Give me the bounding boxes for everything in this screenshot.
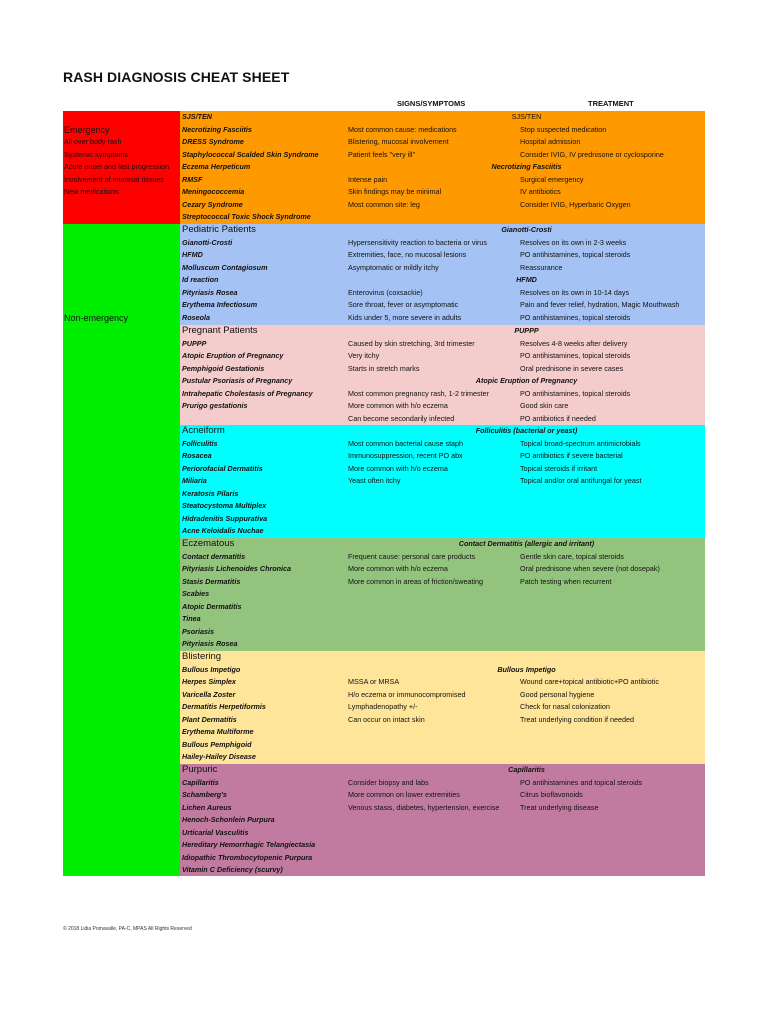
page-title: RASH DIAGNOSIS CHEAT SHEET (63, 69, 290, 85)
disease-name: Miliaria (182, 476, 207, 485)
treatment-text: Stop suspected medication (520, 124, 607, 134)
disease-name: Lichen Aureus (182, 802, 232, 812)
treatment-text: PO antihistamines, topical steroids (520, 250, 631, 259)
disease-name: Tinea (182, 614, 201, 623)
treatment-text: Good skin care (520, 401, 569, 410)
disease-name: Scabies (182, 589, 210, 598)
treatment-text: Surgical emergency (520, 174, 584, 184)
sign-text: Can become secondarily infected (348, 413, 455, 423)
disease-name: Hailey-Hailey Disease (182, 752, 256, 761)
section-header: Pediatric Patients (182, 224, 256, 235)
treatment-text: Consider IVIG, IV prednisone or cyclosporine (520, 149, 664, 159)
disease-name: Pityriasis Lichenoides Chronica (182, 564, 292, 573)
emergency-criterion: Acute onset and fast progression (64, 162, 170, 171)
section-header: Acneiform (182, 425, 225, 436)
emergency-label: Emergency (64, 125, 110, 135)
disease-name: Rosacea (182, 451, 212, 460)
treatment-text: Resolves on its own in 2-3 weeks (520, 237, 627, 247)
disease-name: Varicella Zoster (182, 689, 236, 699)
treatment-text: Patch testing when recurrent (520, 576, 612, 586)
section-header: Pregnant Patients (182, 325, 258, 336)
section-emergency (180, 111, 705, 224)
treatment-text: Hospital admission (520, 137, 581, 146)
disease-name: Stasis Dermatitis (182, 576, 241, 586)
sign-text: More common with h/o eczema (348, 401, 448, 410)
emergency-criterion: New medications (64, 187, 119, 196)
disease-name: Steatocystoma Multiplex (182, 501, 267, 510)
sign-text: Most common bacterial cause staph (348, 438, 464, 448)
treatment-column-header: TREATMENT (588, 99, 634, 108)
sign-text: Venous stasis, diabetes, hypertension, exercise (348, 802, 500, 812)
treatment-text: Oral prednisone in severe cases (520, 363, 624, 373)
sign-text: More common on lower extremities (348, 790, 460, 799)
treatment-text: PO antihistamines, topical steroids (520, 312, 631, 322)
subheading-folliculitis: Folliculitis (bacterial or yeast) (475, 426, 578, 435)
sign-text: Hypersensitivity reaction to bacteria or virus (348, 237, 488, 247)
sign-text: Enterovirus (coxsackie) (348, 287, 423, 297)
treatment-text: Check for nasal colonization (520, 702, 610, 711)
disease-name: Psoriasis (182, 626, 214, 636)
treatment-text: Citrus bioflavonoids (520, 790, 583, 799)
treatment-text: Consider IVIG, Hyperbaric Oxygen (520, 199, 631, 209)
subheading-atopic-eruption: Atopic Eruption of Pregnancy (475, 376, 578, 385)
sign-text: More common with h/o eczema (348, 564, 448, 573)
section-header: Blistering (182, 651, 222, 662)
treatment-text: PO antihistamines and topical steroids (520, 777, 643, 787)
disease-name: Idiopathic Thrombocytopenic Purpura (182, 852, 313, 862)
subheading-capillaritis: Capillaritis (508, 765, 545, 774)
sign-text: Asymptomatic or mildly itchy (348, 262, 439, 272)
subheading-hfmd: HFMD (516, 275, 537, 284)
subheading-necrotizing-fasciitis: Necrotizing Fasciitis (491, 162, 562, 171)
subheading-gianotti-crosti: Gianotti-Crosti (501, 225, 552, 234)
disease-name: Erythema Infectiosum (182, 300, 258, 309)
section-header: Purpuric (182, 764, 218, 775)
treatment-text: Topical broad-spectrum antimicrobials (520, 438, 641, 448)
disease-name: Keratosis Pilaris (182, 488, 239, 498)
treatment-text: Gentle skin care, topical steroids (520, 551, 624, 561)
disease-name: Staphylococcal Scalded Skin Syndrome (182, 149, 319, 159)
section-pediatric (180, 224, 705, 325)
section-blistering (180, 651, 705, 764)
subheading-puppp: PUPPP (514, 326, 539, 335)
sign-text: Sore throat, fever or asymptomatic (348, 300, 459, 309)
treatment-text: Resolves on its own in 10-14 days (520, 287, 630, 297)
rash-table (63, 111, 705, 876)
sign-text: Lymphadenopathy +/- (348, 702, 418, 711)
emergency-criterion: Involvement of mucosal tissues (64, 175, 164, 184)
disease-name: DRESS Syndrome (182, 137, 244, 146)
sign-text: Intense pain (348, 174, 388, 184)
disease-name: Cezary Syndrome (182, 199, 243, 209)
disease-name: Atopic Dermatitis (182, 601, 242, 611)
disease-name: Periorofacial Dermatitis (182, 463, 263, 473)
treatment-text: Treat underlying condition if needed (520, 714, 635, 724)
nonemergency-label: Non-emergency (64, 313, 129, 323)
sign-text: Starts in stretch marks (348, 363, 420, 373)
disease-name: Molluscum Contagiosum (182, 262, 268, 272)
treatment-text: Oral prednisone when severe (not dosepak) (520, 564, 660, 573)
sign-text: H/o eczema or immunocompromised (348, 689, 466, 699)
treatment-text: PO antibiotics if severe bacterial (520, 451, 623, 460)
sign-text: Kids under 5, more severe in adults (348, 312, 462, 322)
disease-name: RMSF (182, 174, 203, 184)
disease-name: Roseola (182, 312, 210, 322)
disease-name: Contact dermatitis (182, 551, 246, 561)
disease-name: SJS/TEN (182, 112, 212, 121)
sign-text: Extremities, face, no mucosal lesions (348, 250, 467, 259)
treatment-text: Resolves 4-8 weeks after delivery (520, 338, 628, 348)
sign-text: Very itchy (348, 351, 380, 360)
disease-name: HFMD (182, 250, 203, 259)
nonemergency-category-cell (63, 224, 180, 876)
disease-name: Schamberg's (182, 790, 227, 799)
disease-name: Meningococcemia (182, 187, 245, 196)
sign-text: Can occur on intact skin (348, 714, 425, 724)
subheading-bullous-impetigo: Bullous Impetigo (497, 664, 556, 674)
section-acneiform (180, 425, 705, 538)
disease-name: Pityriasis Rosea (182, 287, 238, 297)
treatment-text: Topical and/or oral antifungal for yeast (520, 476, 642, 485)
disease-name: Pustular Psoriasis of Pregnancy (182, 376, 293, 385)
sign-text: Skin findings may be minimal (348, 187, 442, 196)
disease-name: Hereditary Hemorrhagic Telangiectasia (182, 840, 316, 849)
sign-text: Most common site: leg (348, 199, 420, 209)
disease-name: Eczema Herpeticum (182, 162, 251, 171)
sign-text: Consider biopsy and labs (348, 777, 429, 787)
disease-name: Urticarial Vasculitis (182, 827, 249, 837)
disease-name: PUPPP (182, 338, 207, 348)
section-header: Eczematous (182, 538, 235, 549)
sign-text: Caused by skin stretching, 3rd trimester (348, 338, 475, 348)
emergency-criterion: Systemic symptoms (64, 150, 128, 159)
sign-text: Most common cause: medications (348, 124, 457, 134)
treatment-text: PO antibiotics if needed (520, 413, 596, 423)
section-eczematous (180, 538, 705, 651)
disease-name: Folliculitis (182, 438, 218, 448)
disease-name: Atopic Eruption of Pregnancy (182, 351, 284, 360)
emergency-category-cell (63, 111, 180, 224)
sign-text: Yeast often itchy (348, 476, 401, 485)
sign-text: More common in areas of friction/sweating (348, 576, 484, 586)
sign-text: Frequent cause: personal care products (348, 551, 476, 561)
disease-name: Bullous Pemphigoid (182, 739, 252, 749)
section-pregnant (180, 325, 705, 425)
disease-name: Henoch-Schonlein Purpura (182, 815, 275, 824)
disease-name: Necrotizing Fasciitis (182, 124, 252, 134)
disease-name: Id reaction (182, 275, 219, 284)
disease-name: Bullous Impetigo (182, 664, 241, 674)
disease-name: Vitamin C Deficiency (scurvy) (182, 865, 283, 874)
sign-text: Blistering, mucosal involvement (348, 137, 449, 146)
disease-name: Pemphigoid Gestationis (182, 363, 265, 373)
treatment-text: IV antibiotics (520, 187, 561, 196)
disease-name: Erythema Multiforme (182, 727, 254, 736)
subheading-contact-dermatitis: Contact Dermatitis (allergic and irritant) (458, 539, 595, 548)
disease-name: Gianotti-Crosti (182, 237, 233, 247)
disease-name: Hidradenitis Suppurativa (182, 513, 268, 523)
disease-name: Pityriasis Rosea (182, 639, 238, 648)
sign-text: Immunosuppression, recent PO abx (348, 451, 463, 460)
section-purpuric (180, 764, 705, 876)
copyright-footer: © 2018 Lidia Pomavalle, PA-C, MPAS All Rights Reserved (63, 926, 192, 932)
disease-name: Streptococcal Toxic Shock Syndrome (182, 212, 311, 221)
emergency-criterion: All over body rash (64, 137, 122, 146)
treatment-text: Topical steroids if irritant (520, 463, 598, 473)
subheading-sjs-ten: SJS/TEN (511, 112, 542, 121)
treatment-text: Treat underlying disease (520, 802, 599, 812)
signs-column-header: SIGNS/SYMPTOMS (397, 99, 466, 108)
disease-name: Acne Keloidalis Nuchae (182, 526, 264, 535)
sign-text: Patient feels "very ill" (348, 149, 416, 159)
disease-name: Prurigo gestationis (182, 401, 248, 410)
disease-name: Capillaritis (182, 777, 219, 787)
treatment-text: Reassurance (520, 262, 563, 272)
disease-name: Plant Dermatitis (182, 714, 237, 724)
disease-name: Dermatitis Herpetiformis (182, 702, 266, 711)
sign-text: More common with h/o eczema (348, 463, 448, 473)
treatment-text: Good personal hygiene (520, 689, 595, 699)
disease-name: Intrahepatic Cholestasis of Pregnancy (182, 388, 313, 398)
treatment-text: Wound care+topical antibiotic+PO antibiotic (520, 677, 659, 686)
treatment-text: PO antihistamines, topical steroids (520, 351, 631, 360)
sign-text: Most common pregnancy rash, 1-2 trimester (348, 388, 490, 398)
sign-text: MSSA or MRSA (348, 677, 400, 686)
disease-name: Herpes Simplex (182, 677, 236, 686)
treatment-text: Pain and fever relief, hydration, Magic Mouthwash (520, 300, 680, 309)
treatment-text: PO antihistamines, topical steroids (520, 388, 631, 398)
